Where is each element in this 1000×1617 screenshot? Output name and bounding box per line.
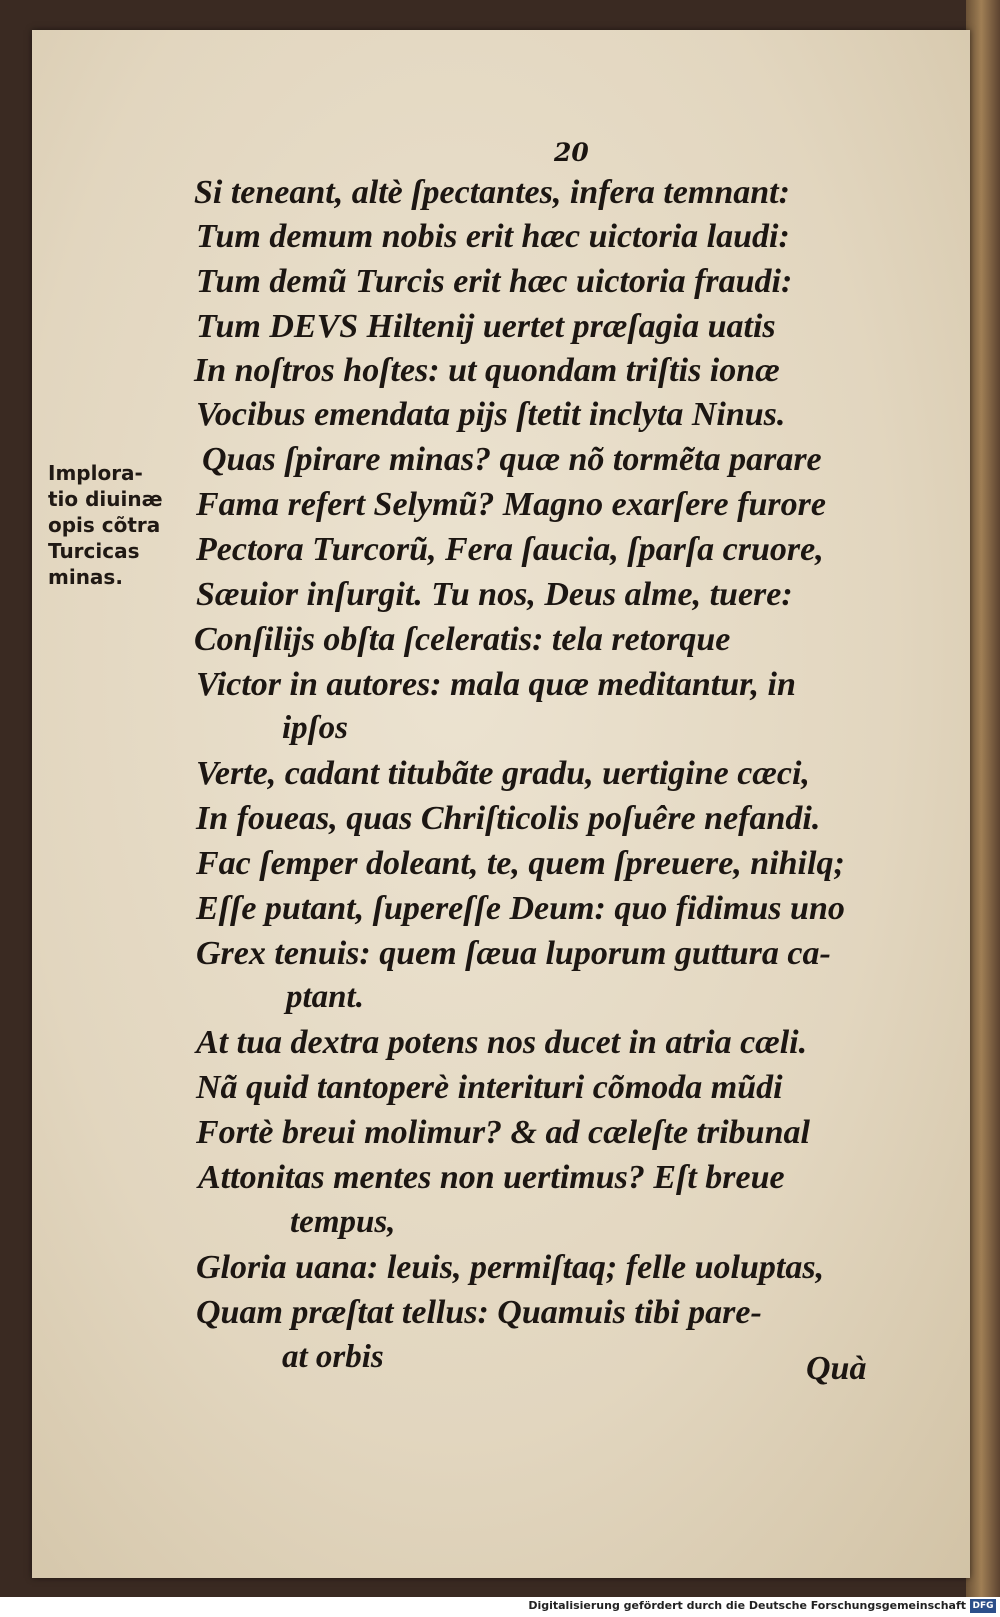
verse-line: Fortè breui molimur? & ad cæleſte tribunal bbox=[196, 1114, 810, 1151]
book-page bbox=[32, 30, 970, 1578]
margin-note-line: tio diuinæ bbox=[48, 487, 163, 511]
verse-line: In noſtros hoſtes: ut quondam triſtis ionæ bbox=[194, 352, 780, 389]
verse-line: Conſilijs obſta ſceleratis: tela retorque bbox=[194, 621, 731, 658]
catchword: Quà bbox=[806, 1350, 867, 1387]
verse-line: Pectora Turcorũ, Fera ſaucia, ſparſa cruore, bbox=[196, 531, 824, 568]
verse-line: Gloria uana: leuis, permiſtaq; felle uoluptas, bbox=[196, 1249, 825, 1286]
verse-continuation: ipſos bbox=[282, 710, 348, 746]
verse-line: In foueas, quas Chriſticolis poſuêre nefandi. bbox=[196, 800, 821, 837]
margin-note-line: Turcicas bbox=[48, 539, 140, 563]
verse-line: Fac ſemper doleant, te, quem ſpreuere, nihilq; bbox=[196, 845, 845, 882]
verse-line: Victor in autores: mala quæ meditantur, in bbox=[196, 666, 796, 703]
verse-line: Quas ſpirare minas? quæ nõ tormẽta parare bbox=[202, 441, 822, 478]
verse-line: At tua dextra potens nos ducet in atria cæli. bbox=[196, 1024, 808, 1061]
dfg-logo-icon: DFG bbox=[970, 1599, 996, 1613]
footer-credit: Digitalisierung gefördert durch die Deutsche Forschungsgemeinschaft bbox=[528, 1599, 966, 1612]
margin-note-line: Implora- bbox=[48, 461, 143, 485]
verse-line: Tum DEVS Hiltenij uertet præſagia uatis bbox=[196, 308, 776, 345]
verse-line: Sæuior inſurgit. Tu nos, Deus alme, tuere: bbox=[196, 576, 793, 613]
verse-continuation: at orbis bbox=[282, 1339, 384, 1375]
verse-line: Eſſe putant, ſupereſſe Deum: quo fidimus uno bbox=[196, 890, 845, 927]
verse-line: Tum demũ Turcis erit hæc uictoria fraudi: bbox=[196, 263, 793, 300]
verse-line: Nã quid tantoperè interituri cõmoda mũdi bbox=[196, 1069, 783, 1106]
verse-line: Vocibus emendata pijs ſtetit inclyta Ninus. bbox=[196, 396, 786, 433]
footer-bar bbox=[0, 1597, 1000, 1617]
verse-line: Fama refert Selymũ? Magno exarſere furore bbox=[196, 486, 826, 523]
margin-note bbox=[48, 460, 188, 590]
verse-line: Quam præſtat tellus: Quamuis tibi pare- bbox=[196, 1294, 762, 1331]
margin-note-line: minas. bbox=[48, 565, 123, 589]
verse-continuation: tempus, bbox=[290, 1204, 396, 1240]
book-edge bbox=[966, 0, 1000, 1597]
page-number: 20 bbox=[554, 138, 589, 167]
margin-note-line: opis cõtra bbox=[48, 513, 161, 537]
verse-line: Si teneant, altè ſpectantes, infera temnant: bbox=[194, 174, 790, 211]
verse-line: Verte, cadant titubãte gradu, uertigine cæci, bbox=[196, 755, 810, 792]
verse-line: Grex tenuis: quem ſæua luporum guttura ca- bbox=[196, 935, 831, 972]
verse-continuation: ptant. bbox=[286, 979, 364, 1015]
verse-line: Attonitas mentes non uertimus? Eſt breue bbox=[198, 1159, 785, 1196]
verse-line: Tum demum nobis erit hæc uictoria laudi: bbox=[196, 218, 790, 255]
